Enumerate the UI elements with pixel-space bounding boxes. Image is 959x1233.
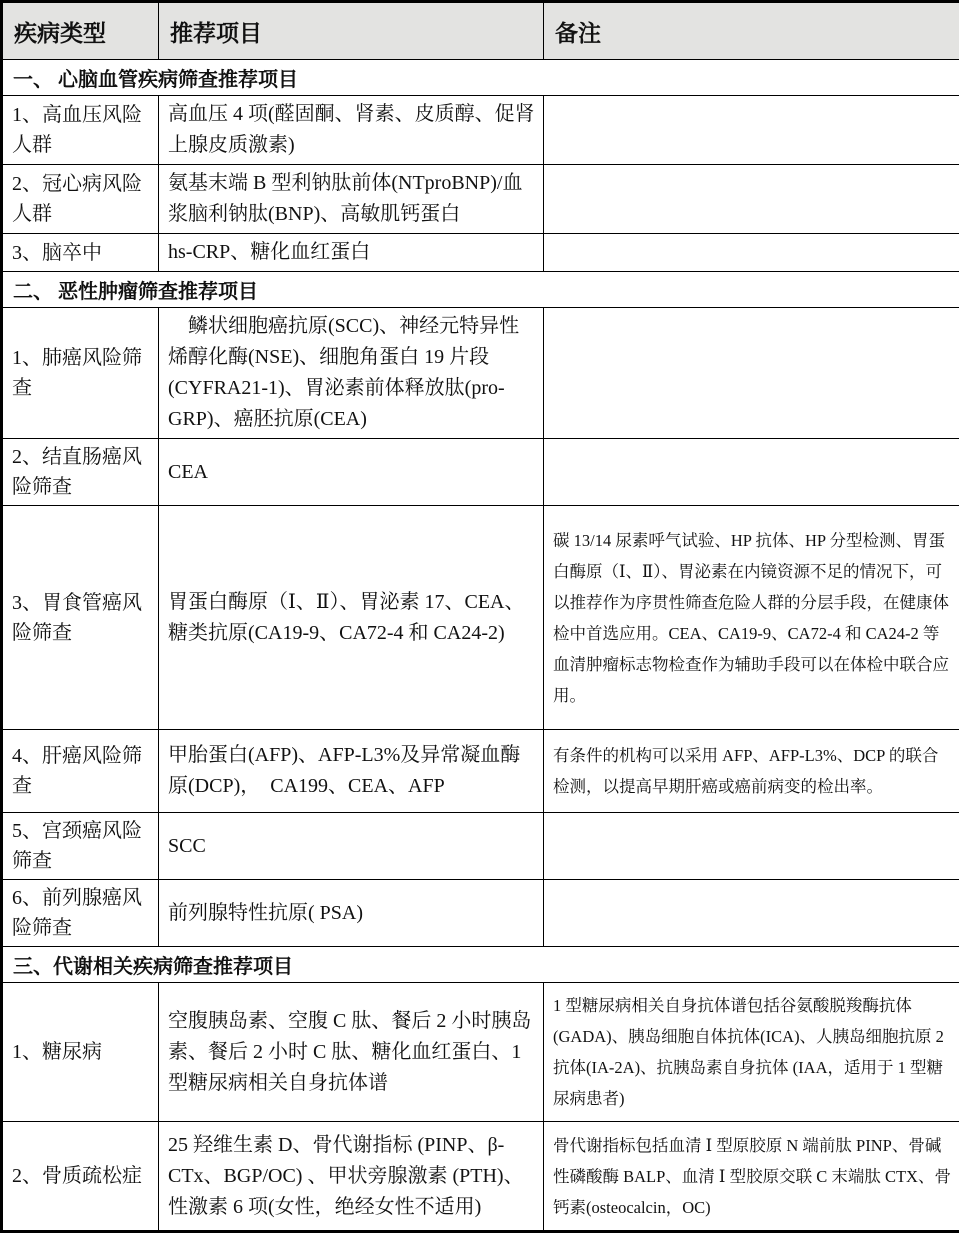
section-row: [2, 947, 959, 983]
table-row: [2, 1122, 959, 1232]
column-header-recommended-items: 推荐项目: [159, 2, 544, 60]
cell-recommended-items: 甲胎蛋白(AFP)、AFP-L3%及异常凝血酶原(DCP)， CA199、CEA、AFP: [159, 730, 544, 813]
cell-disease-type: 1、高血压风险人群: [2, 96, 159, 165]
cell-disease-type: 4、肝癌风险筛查: [2, 730, 159, 813]
cell-recommended-items: 空腹胰岛素、空腹 C 肽、餐后 2 小时胰岛素、餐后 2 小时 C 肽、糖化血红蛋白、1 型糖尿病相关自身抗体谱: [159, 983, 544, 1122]
cell-remark: 有条件的机构可以采用 AFP、AFP-L3%、DCP 的联合检测，以提高早期肝癌或癌前病变的检出率。: [544, 730, 959, 813]
cell-disease-type: 2、冠心病风险人群: [2, 165, 159, 234]
cell-remark: [544, 439, 959, 506]
table-row: [2, 880, 959, 947]
table-row: [2, 730, 959, 813]
column-header-remarks: 备注: [544, 2, 959, 60]
cell-disease-type: 6、前列腺癌风险筛查: [2, 880, 159, 947]
cell-recommended-items: 氨基末端 B 型利钠肽前体(NTproBNP)/血浆脑利钠肽(BNP)、高敏肌钙蛋白: [159, 165, 544, 234]
table-body: [2, 60, 959, 1232]
section-title: 二、 恶性肿瘤筛查推荐项目: [2, 272, 959, 308]
cell-recommended-items: CEA: [159, 439, 544, 506]
cell-recommended-items: 胃蛋白酶原（Ⅰ、Ⅱ）、胃泌素 17、CEA、糖类抗原(CA19-9、CA72-4 和 CA24-2): [159, 506, 544, 730]
cell-remark: [544, 234, 959, 272]
cell-remark: 1 型糖尿病相关自身抗体谱包括谷氨酸脱羧酶抗体 (GADA)、胰岛细胞自体抗体(ICA)、人胰岛细胞抗原 2 抗体(IA-2A)、抗胰岛素自身抗体 (IAA，适用于 1 型糖尿病患者): [544, 983, 959, 1122]
table-row: [2, 506, 959, 730]
cell-recommended-items: 前列腺特性抗原( PSA): [159, 880, 544, 947]
table-row: [2, 813, 959, 880]
table-header: [2, 2, 959, 60]
section-row: [2, 60, 959, 96]
section-row: [2, 272, 959, 308]
table-row: [2, 439, 959, 506]
cell-recommended-items: hs-CRP、糖化血红蛋白: [159, 234, 544, 272]
cell-recommended-items: 鳞状细胞癌抗原(SCC)、神经元特异性烯醇化酶(NSE)、细胞角蛋白 19 片段(CYFRA21-1)、胃泌素前体释放肽(pro-GRP)、癌胚抗原(CEA): [159, 308, 544, 439]
cell-remark: [544, 813, 959, 880]
table-row: [2, 234, 959, 272]
table-row: [2, 165, 959, 234]
header-row: [2, 2, 959, 60]
cell-disease-type: 1、糖尿病: [2, 983, 159, 1122]
cell-disease-type: 1、肺癌风险筛查: [2, 308, 159, 439]
section-title: 一、 心脑血管疾病筛查推荐项目: [2, 60, 959, 96]
table-row: [2, 983, 959, 1122]
cell-remark: 骨代谢指标包括血清 Ⅰ 型原胶原 N 端前肽 PINP、骨碱性磷酸酶 BALP、血清 Ⅰ 型胶原交联 C 末端肽 CTX、骨钙素(osteocalcin，OC): [544, 1122, 959, 1232]
cell-recommended-items: SCC: [159, 813, 544, 880]
cell-disease-type: 3、脑卒中: [2, 234, 159, 272]
cell-remark: [544, 96, 959, 165]
table-row: [2, 96, 959, 165]
cell-recommended-items: 高血压 4 项(醛固酮、肾素、皮质醇、促肾上腺皮质激素): [159, 96, 544, 165]
section-title: 三、代谢相关疾病筛查推荐项目: [2, 947, 959, 983]
cell-remark: [544, 308, 959, 439]
column-header-disease-type: 疾病类型: [2, 2, 159, 60]
cell-disease-type: 2、结直肠癌风险筛查: [2, 439, 159, 506]
cell-remark: [544, 165, 959, 234]
table-row: [2, 308, 959, 439]
cell-remark: [544, 880, 959, 947]
cell-disease-type: 2、骨质疏松症: [2, 1122, 159, 1232]
cell-remark: 碳 13/14 尿素呼气试验、HP 抗体、HP 分型检测、胃蛋白酶原（Ⅰ、Ⅱ）、胃泌素在内镜资源不足的情况下，可以推荐作为序贯性筛查危险人群的分层手段，在健康体检中首选应用。CEA、CA19-9、CA72-4 和 CA24-2 等血清肿瘤标志物检查作为辅助手段可以在体检中联合应用。: [544, 506, 959, 730]
cell-disease-type: 5、宫颈癌风险筛查: [2, 813, 159, 880]
cell-disease-type: 3、胃食管癌风险筛查: [2, 506, 159, 730]
cell-recommended-items: 25 羟维生素 D、骨代谢指标 (PINP、β-CTx、BGP/OC) 、甲状旁腺激素 (PTH)、性激素 6 项(女性，绝经女性不适用): [159, 1122, 544, 1232]
